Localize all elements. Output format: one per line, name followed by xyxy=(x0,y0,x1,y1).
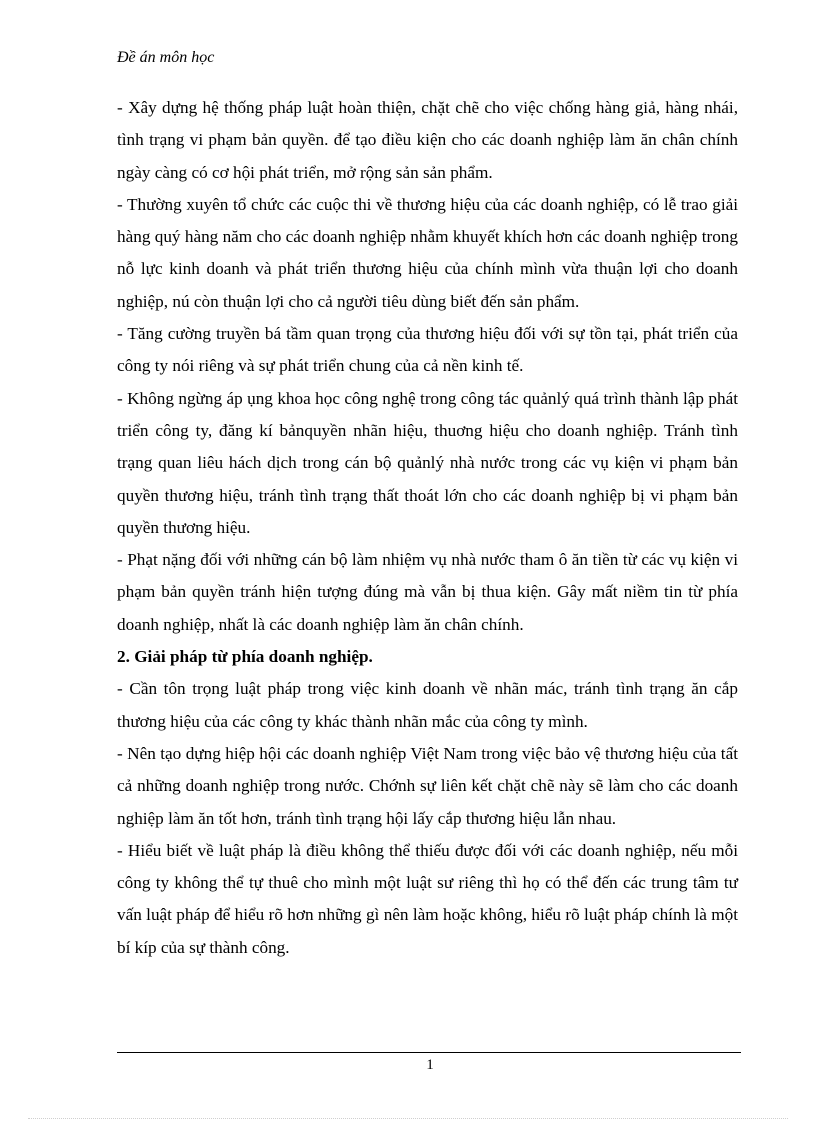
paragraph-technology-management: - Không ngừng áp ụng khoa học công nghệ trong công tác quảnlý quá trình thành lập phát triển công ty, đăng kí bảnquyền nhãn hiệu, thuơng hiệu cho doanh nghiệp. Tránh tình trạng quan liêu hách dịch trong cán bộ quảnlý nhà nước trong các vụ kiện vi phạm bản quyền thương hiệu, tránh tình trạng thất thoát lớn cho các doanh nghiệp bị vi phạm bản quyền thương hiệu. xyxy=(117,388,738,537)
paragraph-penalties: - Phạt nặng đối với những cán bộ làm nhiệm vụ nhà nước tham ô ăn tiền từ các vụ kiện vi phạm bản quyền tránh hiện tượng đúng mà vẫn bị thua kiện. Gây mất niềm tin từ phía doanh nghiệp, nhất là các doanh nghiệp làm ăn chân chính. xyxy=(117,550,738,634)
paragraph-respect-law: - Cần tôn trọng luật pháp trong việc kinh doanh về nhãn mác, tránh tình trạng ăn cắp thương hiệu của các công ty khác thành nhãn mắc của công ty mình. xyxy=(117,679,738,731)
paragraph-brand-contests: - Thường xuyên tổ chức các cuộc thi về thương hiệu của các doanh nghiệp, có lễ trao giải hàng quý hàng năm cho các doanh nghiệp nhằm khuyết khích hơn các doanh nghiệp trong nỗ lực kinh doanh và phát triển thương hiệu của chính mình vừa thuận lợi cho doanh nghiệp, nú còn thuận lợi cho cả người tiêu dùng biết đến sản phẩm. xyxy=(117,194,738,311)
footer-divider xyxy=(117,1052,741,1053)
paragraph-brand-awareness: - Tăng cường truyền bá tầm quan trọng của thương hiệu đối với sự tồn tại, phát triển của công ty nói riêng và sự phát triển chung của cả nền kinh tế. xyxy=(117,324,738,376)
paragraph-legal-knowledge: - Hiểu biết về luật pháp là điều không thể thiếu được đối với các doanh nghiệp, nếu mỗi công ty không thể tự thuê cho mình một luật sư riêng thì họ có thể đến các trung tâm tư vấn luật pháp để hiểu rõ hơn những gì nên làm hoặc không, hiểu rõ luật pháp chính là một bí kíp của sự thành công. xyxy=(117,840,738,957)
page-header: Đề án môn học xyxy=(117,49,215,66)
page-edge-divider xyxy=(28,1118,788,1119)
section-heading-business-solutions: 2. Giải pháp từ phía doanh nghiệp. xyxy=(117,647,373,667)
page-number: 1 xyxy=(426,1057,434,1073)
body-text xyxy=(117,92,738,964)
paragraph-business-association: - Nên tạo dựng hiệp hội các doanh nghiệp Việt Nam trong việc bảo vệ thương hiệu của tất cả những doanh nghiệp trong nước. Chớnh sự liên kết chặt chẽ này sẽ làm cho các doanh nghiệp làm ăn tốt hơn, tránh tình trạng hội lấy cắp thương hiệu lẫn nhau. xyxy=(117,743,738,828)
paragraph-legal-system: - Xây dựng hệ thống pháp luật hoàn thiện, chặt chẽ cho việc chống hàng giả, hàng nhái, tình trạng vi phạm bản quyền. để tạo điều kiện cho các doanh nghiệp làm ăn chân chính ngày càng có cơ hội phát triển, mở rộng sản sản phẩm. xyxy=(117,98,738,182)
